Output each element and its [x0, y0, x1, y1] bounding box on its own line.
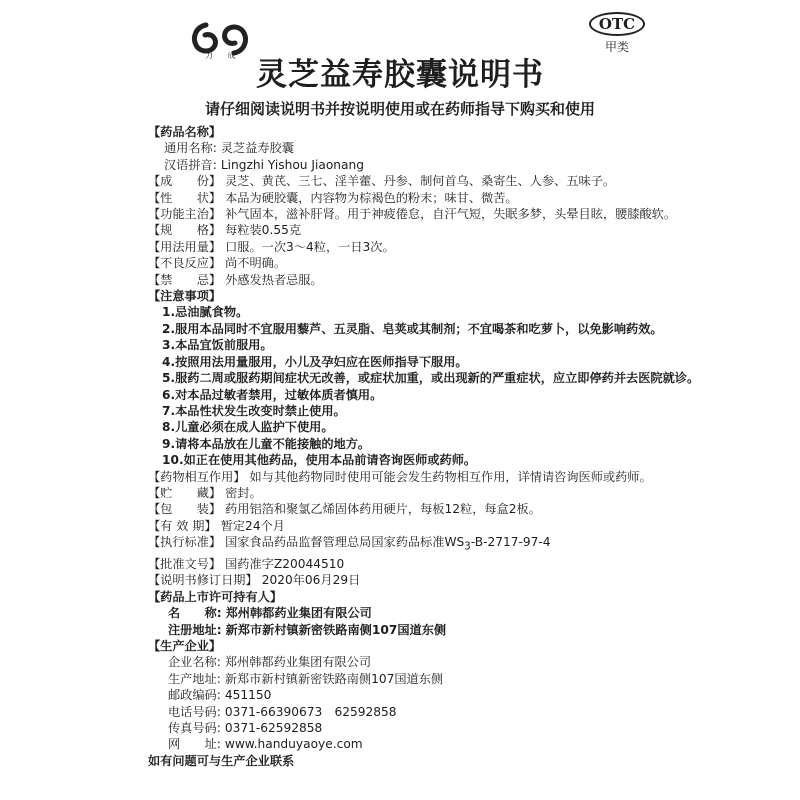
- item-text: 按照用法用量服用，小儿及孕妇应在医师指导下服用。: [175, 354, 468, 369]
- item-number: 1.: [162, 305, 176, 320]
- item-text: 服用本品同时不宜服用藜芦、五灵脂、皂荚或其制剂；不宜喝茶和吃萝卜，以免影响药效。: [175, 321, 663, 336]
- field-value: 郑州韩都药业集团有限公司: [225, 606, 372, 621]
- field-value: 0371-62592858: [224, 721, 323, 736]
- item-text: 儿童必须在成人监护下使用。: [175, 420, 334, 435]
- field-value: 如与其他药物同时使用可能会发生药物相互作用，详情请咨询医师或药师。: [249, 469, 652, 484]
- precaution-item: [148, 354, 708, 370]
- field-row-contraindications: [148, 272, 708, 288]
- field-value: 2020年06月29日: [261, 573, 361, 588]
- logo-tagline: 力 成: [205, 51, 242, 60]
- field-label: 【贮 藏】: [148, 485, 222, 500]
- maker-phone-row: [148, 704, 708, 720]
- field-label: 注册地址:: [168, 622, 222, 637]
- field-label: 汉语拼音:: [164, 157, 217, 172]
- field-value: 451150: [224, 688, 272, 703]
- field-row-revision-date: [148, 572, 708, 588]
- section-precautions: 【注意事项】: [148, 289, 222, 304]
- field-value: 补气固本，滋补肝肾。用于神疲倦怠，自汗气短，失眠多梦，头晕目眩，腰膝酸软。: [225, 207, 677, 222]
- item-number: 7.: [162, 403, 176, 418]
- standard-subscript: 3: [464, 541, 471, 553]
- holder-name-row: [148, 605, 708, 621]
- field-label: 【有 效 期】: [148, 518, 217, 533]
- field-row-packaging: [148, 501, 708, 517]
- field-value: 新郑市新村镇新密铁路南侧107国道东侧: [225, 622, 447, 637]
- section-manufacturer: 【生产企业】: [148, 639, 222, 654]
- item-number: 2.: [162, 321, 176, 336]
- field-label: 【药物相互作用】: [148, 469, 246, 484]
- field-label: 通用名称:: [164, 141, 217, 156]
- precaution-item: [148, 403, 708, 419]
- item-text: 本品宜饭前服用。: [175, 338, 273, 353]
- precaution-item: [148, 387, 708, 403]
- maker-address-row: [148, 671, 708, 687]
- field-row-ingredients: [148, 173, 708, 189]
- standard-text: 国家食品药品监督管理总局国家药品标准WS: [225, 535, 465, 550]
- field-label: 【功能主治】: [148, 207, 222, 222]
- field-label: 【用法用量】: [148, 239, 222, 254]
- field-value: 每粒装0.55克: [225, 223, 302, 238]
- common-name-row: [148, 140, 708, 156]
- leaflet-content: [148, 124, 708, 769]
- pinyin-row: [148, 157, 708, 173]
- field-value: 灵芝、黄芪、三七、淫羊藿、丹参、制何首乌、桑寄生、人参、五味子。: [225, 174, 616, 189]
- section-drug-name: 【药品名称】: [148, 125, 222, 139]
- item-text: 对本品过敏者禁用，过敏体质者慎用。: [175, 387, 383, 402]
- field-label: 【批准文号】: [148, 557, 222, 571]
- field-label: 【禁 忌】: [148, 272, 222, 287]
- item-text: 如正在使用其他药品，使用本品前请咨询医师或药师。: [183, 453, 477, 468]
- field-label: 【性 状】: [148, 190, 222, 205]
- field-label: 生产地址:: [168, 671, 221, 686]
- field-label: 邮政编码:: [168, 688, 221, 703]
- field-value: Lingzhi Yishou Jiaonang: [220, 157, 364, 172]
- field-value: 本品为硬胶囊，内容物为棕褐色的粉末；味甘、微苦。: [225, 190, 518, 205]
- field-row-storage: [148, 485, 708, 501]
- field-value: 国药准字Z20044510: [225, 557, 345, 571]
- field-label: 名 称:: [168, 606, 222, 621]
- item-number: 6.: [162, 387, 176, 402]
- field-label: 【成 份】: [148, 174, 222, 189]
- document-title: 灵芝益寿胶囊说明书: [256, 57, 544, 93]
- field-value: 药用铝箔和聚氯乙烯固体药用硬片，每板12粒，每盒2板。: [225, 502, 541, 517]
- field-value: 口服。一次3～4粒，一日3次。: [225, 239, 395, 254]
- field-label: 网 址:: [168, 737, 221, 752]
- field-label: 【执行标准】: [148, 535, 222, 550]
- field-row-interactions: [148, 469, 708, 485]
- standard-code: -B-2717-97-4: [470, 535, 551, 550]
- precaution-item: [148, 436, 708, 452]
- field-value: 尚不明确。: [225, 256, 287, 271]
- item-text: 请将本品放在儿童不能接触的地方。: [175, 436, 371, 451]
- otc-class: 甲类: [604, 40, 629, 54]
- maker-postcode-row: [148, 687, 708, 703]
- field-label: 【包 装】: [148, 502, 222, 517]
- field-value: 暂定24个月: [220, 518, 285, 533]
- item-text: 本品性状发生改变时禁止使用。: [175, 403, 346, 418]
- field-row-adverse-reactions: [148, 255, 708, 271]
- field-row-dosage: [148, 239, 708, 255]
- item-number: 9.: [162, 436, 176, 451]
- field-label: 【不良反应】: [148, 256, 222, 271]
- field-value: 灵芝益寿胶囊: [220, 141, 294, 156]
- precaution-item: [148, 370, 708, 386]
- field-label: 企业名称:: [168, 655, 221, 670]
- precaution-item: [148, 304, 708, 320]
- precaution-item: [148, 337, 708, 353]
- field-row-indications: [148, 206, 708, 222]
- item-number: 10.: [162, 453, 184, 468]
- item-number: 8.: [162, 420, 176, 435]
- field-label: 【规 格】: [148, 223, 222, 238]
- item-number: 3.: [162, 338, 176, 353]
- field-row-description: [148, 190, 708, 206]
- precaution-item: [148, 321, 708, 337]
- maker-name-row: [148, 654, 708, 670]
- otc-label: OTC: [589, 12, 645, 36]
- maker-website-row: [148, 736, 708, 752]
- field-label: 【说明书修订日期】: [148, 573, 258, 588]
- section-marketing-holder: 【药品上市许可持有人】: [148, 589, 283, 604]
- field-value: 外感发热者忌服。: [225, 272, 323, 287]
- holder-address-row: [148, 622, 708, 638]
- document-subtitle: 请仔细阅读说明书并按说明使用或在药师指导下购买和使用: [204, 100, 595, 118]
- item-text: 忌油腻食物。: [175, 305, 249, 320]
- field-value: www.handuyaoye.com: [224, 737, 363, 752]
- field-label: 电话号码:: [168, 704, 221, 719]
- item-text: 服药二周或服药期间症状无改善，或症状加重，或出现新的严重症状，应立即停药并去医院就诊。: [175, 371, 700, 386]
- field-value: 新郑市新村镇新密铁路南侧107国道东侧: [224, 671, 444, 686]
- field-value: [225, 534, 708, 556]
- field-row-approval-number: [148, 556, 708, 572]
- field-value: 密封。: [225, 485, 262, 500]
- field-value: 0371-66390673 62592858: [224, 704, 397, 719]
- field-value: 郑州韩都药业集团有限公司: [224, 655, 372, 670]
- item-number: 4.: [162, 354, 176, 369]
- maker-fax-row: [148, 720, 708, 736]
- precaution-item: [148, 419, 708, 435]
- field-row-specification: [148, 222, 708, 238]
- contact-footer: 如有问题可与生产企业联系: [148, 753, 295, 768]
- precaution-item: [148, 452, 708, 468]
- field-row-shelf-life: [148, 518, 708, 534]
- item-number: 5.: [162, 371, 176, 386]
- field-row-standard: [148, 534, 708, 556]
- field-label: 传真号码:: [168, 721, 221, 736]
